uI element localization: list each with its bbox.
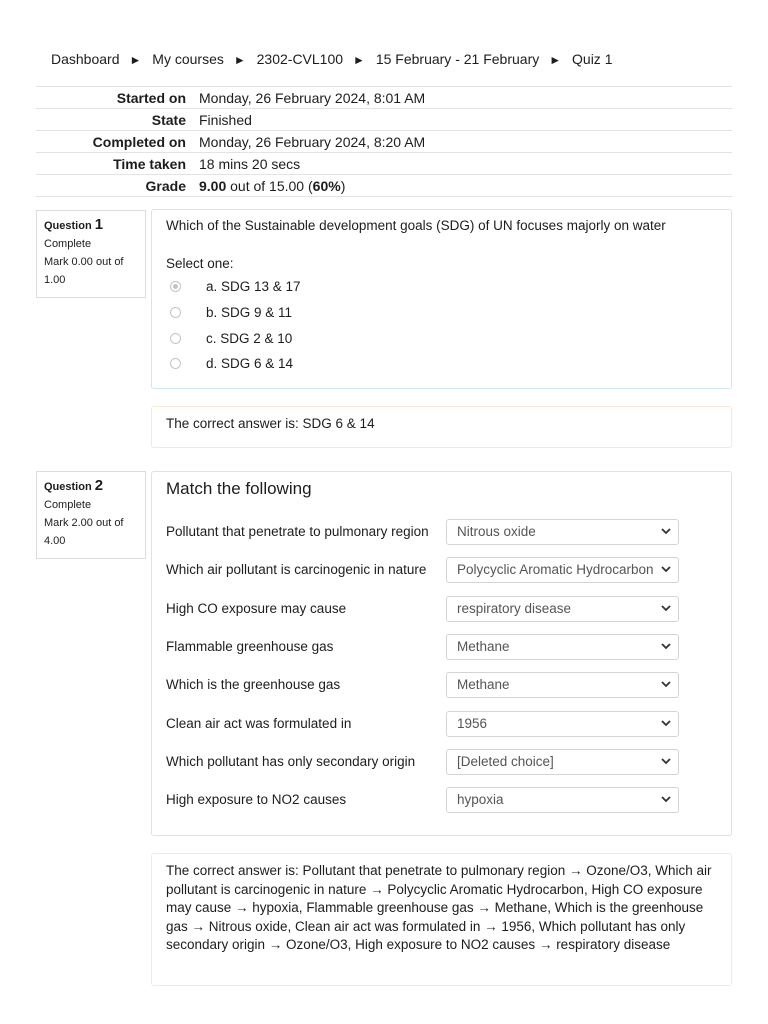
answer-option-c[interactable] (170, 327, 292, 349)
match-select[interactable] (446, 711, 679, 737)
summary-label: Time taken (113, 155, 186, 172)
breadcrumb-week[interactable]: 15 February - 21 February (375, 51, 540, 67)
chevron-down-icon (659, 716, 673, 730)
match-select[interactable] (446, 557, 679, 583)
question-text: Which of the Sustainable development goals (SDG) of UN focuses majorly on water (166, 218, 666, 233)
breadcrumb-my-courses[interactable]: My courses (152, 51, 224, 67)
match-stem: Which pollutant has only secondary origin (166, 754, 416, 769)
chevron-down-icon (659, 792, 673, 806)
breadcrumb-course[interactable]: 2302-CVL100 (256, 51, 344, 67)
summary-value: Monday, 26 February 2024, 8:01 AM (199, 89, 426, 106)
breadcrumb (51, 51, 612, 67)
match-select-value: Polycyclic Aromatic Hydrocarbon (457, 562, 654, 577)
chevron-down-icon (659, 562, 673, 576)
match-stem: Which air pollutant is carcinogenic in nature (166, 562, 427, 577)
match-select-value: Methane (457, 639, 510, 654)
match-select-value: 1956 (457, 716, 488, 731)
match-select-value: hypoxia (457, 792, 504, 807)
summary-row-time-taken (36, 153, 732, 175)
select-one-prompt: Select one: (166, 256, 234, 271)
match-row (166, 787, 686, 815)
match-select-value: Methane (457, 677, 510, 692)
chevron-down-icon (659, 639, 673, 653)
answer-option-label: a. SDG 13 & 17 (206, 278, 301, 294)
grade-value (193, 175, 732, 197)
match-select-value: Nitrous oxide (457, 524, 536, 539)
question-1-content (151, 209, 732, 389)
breadcrumb-quiz[interactable]: Quiz 1 (572, 51, 613, 67)
radio-button[interactable] (170, 358, 181, 369)
question-label: Question (44, 220, 92, 232)
match-row (166, 634, 686, 662)
match-row (166, 749, 686, 777)
match-row (166, 596, 686, 624)
radio-button[interactable] (170, 333, 181, 344)
triangle-right-icon: ► (353, 53, 365, 67)
question-label: Question (44, 481, 92, 493)
attempt-summary-table (36, 86, 732, 197)
summary-row-started (36, 87, 732, 109)
chevron-down-icon (659, 601, 673, 615)
summary-row-grade (36, 175, 732, 197)
answer-option-label: d. SDG 6 & 14 (206, 355, 294, 371)
triangle-right-icon: ► (233, 53, 246, 67)
chevron-down-icon (659, 524, 673, 538)
summary-label: Started on (116, 89, 186, 106)
summary-label: Grade (145, 177, 186, 194)
summary-label: Completed on (92, 133, 186, 150)
match-row (166, 711, 686, 739)
grade-end: ) (340, 177, 346, 194)
question-state: Complete (44, 238, 92, 250)
match-stem: High exposure to NO2 causes (166, 792, 347, 807)
question-2-feedback (151, 853, 732, 986)
summary-row-state (36, 109, 732, 131)
answer-option-label: b. SDG 9 & 11 (206, 304, 293, 320)
question-mark: Mark 0.00 out of 1.00 (44, 256, 124, 286)
answer-option-b[interactable] (170, 301, 292, 323)
question-mark: Mark 2.00 out of 4.00 (44, 517, 124, 547)
match-row (166, 557, 686, 585)
grade-mid: out of 15.00 ( (226, 177, 313, 194)
summary-value: Finished (199, 111, 252, 128)
radio-button[interactable] (170, 307, 181, 318)
question-title: Match the following (166, 479, 312, 498)
radio-button[interactable] (170, 281, 181, 292)
question-state: Complete (44, 499, 92, 511)
answer-option-label: c. SDG 2 & 10 (206, 330, 293, 346)
question-1-feedback (151, 406, 732, 448)
triangle-right-icon: ► (129, 53, 142, 67)
answer-option-a[interactable] (170, 275, 301, 297)
match-stem: Clean air act was formulated in (166, 716, 352, 731)
question-number: 2 (94, 477, 104, 494)
match-select[interactable] (446, 634, 679, 660)
triangle-right-icon: ► (549, 53, 562, 67)
correct-answer-text: The correct answer is: Pollutant that penetrate to pulmonary region → Ozone/O3, Which air pollutant is carcinogenic in nature → Polycyclic Aromatic Hydrocarbon, High CO exposure may cause → hypoxia, Flammable greenhouse gas → Methane, Which is the greenhouse gas → Nitrous oxide, Clean air act was formulated in → 1956, Which pollutant has only secondary origin → Ozone/O3, High exposure to NO2 causes → respiratory disease (166, 863, 712, 952)
answer-option-d[interactable] (170, 352, 293, 374)
match-stem: Which is the greenhouse gas (166, 677, 341, 692)
match-stem: Flammable greenhouse gas (166, 639, 334, 654)
breadcrumb-dashboard[interactable]: Dashboard (51, 51, 120, 67)
chevron-down-icon (659, 677, 673, 691)
match-row (166, 672, 686, 700)
summary-label: State (151, 111, 186, 128)
grade-percent: 60% (312, 177, 341, 194)
summary-value: 18 mins 20 secs (199, 155, 301, 172)
question-number: 1 (94, 216, 104, 233)
match-select[interactable] (446, 596, 679, 622)
match-select[interactable] (446, 519, 679, 545)
summary-value: Monday, 26 February 2024, 8:20 AM (199, 133, 426, 150)
summary-row-completed (36, 131, 732, 153)
match-select[interactable] (446, 672, 679, 698)
question-2-content (151, 471, 732, 836)
match-stem: High CO exposure may cause (166, 601, 347, 616)
question-2-info (36, 471, 146, 559)
correct-answer-text: The correct answer is: SDG 6 & 14 (166, 416, 375, 431)
match-select[interactable] (446, 787, 679, 813)
chevron-down-icon (659, 754, 673, 768)
match-select-value: respiratory disease (457, 601, 572, 616)
match-row (166, 519, 686, 547)
question-1-info (36, 210, 146, 298)
grade-score: 9.00 (199, 177, 227, 194)
match-select[interactable] (446, 749, 679, 775)
match-stem: Pollutant that penetrate to pulmonary region (166, 524, 429, 539)
match-select-value: [Deleted choice] (457, 754, 554, 769)
